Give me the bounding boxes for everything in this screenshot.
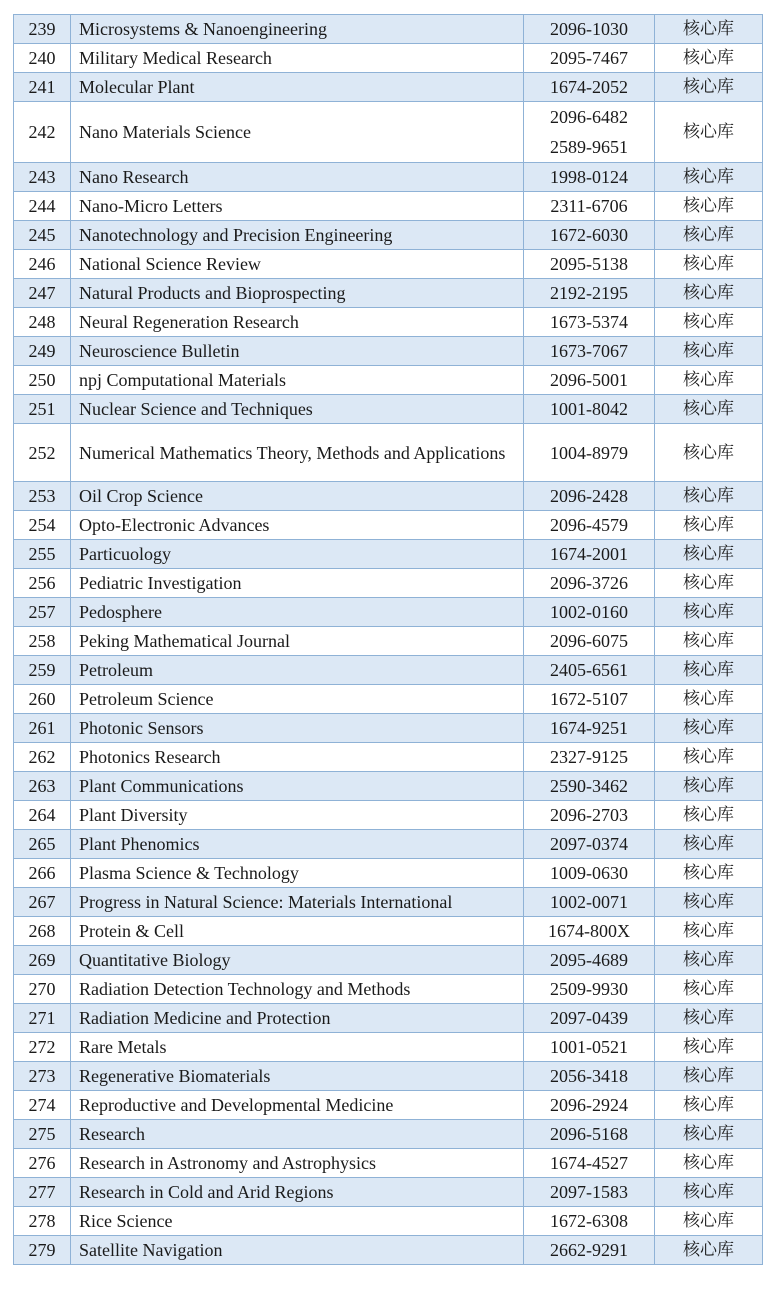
journal-title-cell: Numerical Mathematics Theory, Methods and Applications bbox=[71, 424, 524, 482]
database-cell: 核心库 bbox=[655, 598, 763, 627]
issn-cell bbox=[524, 1004, 655, 1033]
table-row bbox=[14, 859, 763, 888]
table-row bbox=[14, 656, 763, 685]
database-cell: 核心库 bbox=[655, 308, 763, 337]
database-cell: 核心库 bbox=[655, 44, 763, 73]
row-number-cell: 252 bbox=[14, 424, 71, 482]
issn-cell bbox=[524, 163, 655, 192]
row-number-cell: 255 bbox=[14, 540, 71, 569]
journal-title-cell: Plant Communications bbox=[71, 772, 524, 801]
row-number-cell: 246 bbox=[14, 250, 71, 279]
issn-value: 2096-3726 bbox=[550, 573, 628, 593]
table-row bbox=[14, 714, 763, 743]
issn-value: 2096-1030 bbox=[550, 19, 628, 39]
journal-title-cell: National Science Review bbox=[71, 250, 524, 279]
table-row bbox=[14, 1120, 763, 1149]
row-number-cell: 256 bbox=[14, 569, 71, 598]
issn-value: 1674-2052 bbox=[550, 77, 628, 97]
journal-title-cell: Plant Phenomics bbox=[71, 830, 524, 859]
issn-cell bbox=[524, 656, 655, 685]
journal-title-cell: Nano Research bbox=[71, 163, 524, 192]
issn-value: 2096-5001 bbox=[550, 370, 628, 390]
issn-value: 1001-8042 bbox=[550, 399, 628, 419]
issn-value: 2096-4579 bbox=[550, 515, 628, 535]
row-number-cell: 250 bbox=[14, 366, 71, 395]
table-row bbox=[14, 1033, 763, 1062]
journal-title-cell: Satellite Navigation bbox=[71, 1236, 524, 1265]
journal-title-cell: Research in Cold and Arid Regions bbox=[71, 1178, 524, 1207]
table-row bbox=[14, 627, 763, 656]
database-cell: 核心库 bbox=[655, 482, 763, 511]
table-row bbox=[14, 366, 763, 395]
database-cell: 核心库 bbox=[655, 1091, 763, 1120]
row-number-cell: 245 bbox=[14, 221, 71, 250]
journal-title-cell: Nano Materials Science bbox=[71, 102, 524, 163]
table-row bbox=[14, 44, 763, 73]
database-cell: 核心库 bbox=[655, 424, 763, 482]
journal-title-cell: Petroleum bbox=[71, 656, 524, 685]
row-number-cell: 243 bbox=[14, 163, 71, 192]
journal-title-cell: Quantitative Biology bbox=[71, 946, 524, 975]
database-cell: 核心库 bbox=[655, 1120, 763, 1149]
row-number-cell: 273 bbox=[14, 1062, 71, 1091]
database-cell: 核心库 bbox=[655, 801, 763, 830]
database-cell: 核心库 bbox=[655, 1033, 763, 1062]
database-cell: 核心库 bbox=[655, 102, 763, 163]
journal-title-cell: Research in Astronomy and Astrophysics bbox=[71, 1149, 524, 1178]
issn-value: 2589-9651 bbox=[550, 137, 628, 157]
row-number-cell: 239 bbox=[14, 15, 71, 44]
journal-title-cell: Nano-Micro Letters bbox=[71, 192, 524, 221]
row-number-cell: 272 bbox=[14, 1033, 71, 1062]
table-row bbox=[14, 888, 763, 917]
issn-value: 1002-0071 bbox=[550, 892, 628, 912]
issn-cell bbox=[524, 540, 655, 569]
table-row bbox=[14, 598, 763, 627]
table-row bbox=[14, 73, 763, 102]
table-row bbox=[14, 917, 763, 946]
database-cell: 核心库 bbox=[655, 888, 763, 917]
journal-title-cell: Peking Mathematical Journal bbox=[71, 627, 524, 656]
table-row bbox=[14, 830, 763, 859]
table-row bbox=[14, 1062, 763, 1091]
row-number-cell: 244 bbox=[14, 192, 71, 221]
row-number-cell: 249 bbox=[14, 337, 71, 366]
journal-title-cell: Pedosphere bbox=[71, 598, 524, 627]
table-row bbox=[14, 308, 763, 337]
issn-cell bbox=[524, 279, 655, 308]
table-row bbox=[14, 1091, 763, 1120]
row-number-cell: 260 bbox=[14, 685, 71, 714]
row-number-cell: 248 bbox=[14, 308, 71, 337]
database-cell: 核心库 bbox=[655, 946, 763, 975]
database-cell: 核心库 bbox=[655, 830, 763, 859]
issn-cell bbox=[524, 424, 655, 482]
table-row bbox=[14, 1149, 763, 1178]
issn-value: 2096-2924 bbox=[550, 1095, 628, 1115]
database-cell: 核心库 bbox=[655, 15, 763, 44]
issn-value: 2095-4689 bbox=[550, 950, 628, 970]
journal-table bbox=[13, 14, 763, 1265]
row-number-cell: 275 bbox=[14, 1120, 71, 1149]
database-cell: 核心库 bbox=[655, 656, 763, 685]
journal-title-cell: Nuclear Science and Techniques bbox=[71, 395, 524, 424]
row-number-cell: 277 bbox=[14, 1178, 71, 1207]
database-cell: 核心库 bbox=[655, 250, 763, 279]
database-cell: 核心库 bbox=[655, 163, 763, 192]
table-row bbox=[14, 801, 763, 830]
issn-cell bbox=[524, 888, 655, 917]
row-number-cell: 265 bbox=[14, 830, 71, 859]
issn-cell bbox=[524, 714, 655, 743]
issn-cell bbox=[524, 627, 655, 656]
table-row bbox=[14, 946, 763, 975]
database-cell: 核心库 bbox=[655, 685, 763, 714]
journal-title-cell: Opto-Electronic Advances bbox=[71, 511, 524, 540]
database-cell: 核心库 bbox=[655, 279, 763, 308]
journal-title-cell: Research bbox=[71, 1120, 524, 1149]
journal-title-cell: Protein & Cell bbox=[71, 917, 524, 946]
database-cell: 核心库 bbox=[655, 569, 763, 598]
database-cell: 核心库 bbox=[655, 73, 763, 102]
table-row bbox=[14, 221, 763, 250]
journal-title-cell: npj Computational Materials bbox=[71, 366, 524, 395]
row-number-cell: 261 bbox=[14, 714, 71, 743]
issn-cell bbox=[524, 1120, 655, 1149]
issn-cell bbox=[524, 917, 655, 946]
table-row bbox=[14, 424, 763, 482]
issn-value: 2096-6482 bbox=[550, 107, 628, 127]
row-number-cell: 264 bbox=[14, 801, 71, 830]
row-number-cell: 279 bbox=[14, 1236, 71, 1265]
database-cell: 核心库 bbox=[655, 192, 763, 221]
issn-cell bbox=[524, 1091, 655, 1120]
issn-value: 1004-8979 bbox=[550, 442, 628, 463]
issn-cell bbox=[524, 482, 655, 511]
row-number-cell: 242 bbox=[14, 102, 71, 163]
issn-value: 2097-0374 bbox=[550, 834, 628, 854]
table-row bbox=[14, 975, 763, 1004]
database-cell: 核心库 bbox=[655, 917, 763, 946]
table-row bbox=[14, 482, 763, 511]
table-row bbox=[14, 743, 763, 772]
journal-title-cell: Nanotechnology and Precision Engineering bbox=[71, 221, 524, 250]
issn-value: 2097-0439 bbox=[550, 1008, 628, 1028]
issn-value: 1672-6030 bbox=[550, 225, 628, 245]
issn-cell bbox=[524, 772, 655, 801]
issn-value: 2590-3462 bbox=[550, 776, 628, 796]
issn-value: 2405-6561 bbox=[550, 660, 628, 680]
database-cell: 核心库 bbox=[655, 975, 763, 1004]
row-number-cell: 266 bbox=[14, 859, 71, 888]
issn-cell bbox=[524, 743, 655, 772]
issn-value: 2192-2195 bbox=[550, 283, 628, 303]
journal-title-cell: Plant Diversity bbox=[71, 801, 524, 830]
issn-cell bbox=[524, 221, 655, 250]
row-number-cell: 269 bbox=[14, 946, 71, 975]
row-number-cell: 268 bbox=[14, 917, 71, 946]
database-cell: 核心库 bbox=[655, 221, 763, 250]
issn-value: 1009-0630 bbox=[550, 863, 628, 883]
journal-title-cell: Reproductive and Developmental Medicine bbox=[71, 1091, 524, 1120]
issn-cell bbox=[524, 308, 655, 337]
row-number-cell: 253 bbox=[14, 482, 71, 511]
journal-title-cell: Radiation Detection Technology and Methods bbox=[71, 975, 524, 1004]
table-row bbox=[14, 250, 763, 279]
row-number-cell: 247 bbox=[14, 279, 71, 308]
issn-cell bbox=[524, 685, 655, 714]
database-cell: 核心库 bbox=[655, 1178, 763, 1207]
issn-value: 2097-1583 bbox=[550, 1182, 628, 1202]
table-row bbox=[14, 192, 763, 221]
row-number-cell: 276 bbox=[14, 1149, 71, 1178]
journal-title-cell: Petroleum Science bbox=[71, 685, 524, 714]
journal-title-cell: Plasma Science & Technology bbox=[71, 859, 524, 888]
database-cell: 核心库 bbox=[655, 1149, 763, 1178]
issn-cell bbox=[524, 859, 655, 888]
table-row bbox=[14, 1004, 763, 1033]
issn-cell bbox=[524, 15, 655, 44]
database-cell: 核心库 bbox=[655, 511, 763, 540]
issn-value: 2662-9291 bbox=[550, 1240, 628, 1260]
issn-value: 2327-9125 bbox=[550, 747, 628, 767]
issn-value: 2056-3418 bbox=[550, 1066, 628, 1086]
issn-value: 1001-0521 bbox=[550, 1037, 628, 1057]
table-row bbox=[14, 1207, 763, 1236]
database-cell: 核心库 bbox=[655, 743, 763, 772]
row-number-cell: 254 bbox=[14, 511, 71, 540]
table-row bbox=[14, 279, 763, 308]
issn-value: 1674-800X bbox=[548, 921, 630, 941]
issn-value: 1673-5374 bbox=[550, 312, 628, 332]
issn-value: 2095-5138 bbox=[550, 254, 628, 274]
journal-title-cell: Photonics Research bbox=[71, 743, 524, 772]
issn-value: 1998-0124 bbox=[550, 167, 628, 187]
issn-value: 2311-6706 bbox=[550, 196, 628, 216]
journal-title-cell: Regenerative Biomaterials bbox=[71, 1062, 524, 1091]
table-row bbox=[14, 163, 763, 192]
row-number-cell: 258 bbox=[14, 627, 71, 656]
issn-cell bbox=[524, 1207, 655, 1236]
database-cell: 核心库 bbox=[655, 1207, 763, 1236]
issn-cell bbox=[524, 102, 655, 163]
table-row bbox=[14, 15, 763, 44]
issn-cell bbox=[524, 1033, 655, 1062]
row-number-cell: 267 bbox=[14, 888, 71, 917]
issn-value: 1002-0160 bbox=[550, 602, 628, 622]
table-row bbox=[14, 569, 763, 598]
issn-value: 1672-6308 bbox=[550, 1211, 628, 1231]
issn-cell bbox=[524, 1178, 655, 1207]
journal-title-cell: Particuology bbox=[71, 540, 524, 569]
row-number-cell: 274 bbox=[14, 1091, 71, 1120]
database-cell: 核心库 bbox=[655, 1004, 763, 1033]
table-row bbox=[14, 540, 763, 569]
issn-cell bbox=[524, 511, 655, 540]
table-row bbox=[14, 511, 763, 540]
journal-title-cell: Rice Science bbox=[71, 1207, 524, 1236]
issn-cell bbox=[524, 395, 655, 424]
table-row bbox=[14, 772, 763, 801]
issn-cell bbox=[524, 192, 655, 221]
issn-cell bbox=[524, 598, 655, 627]
database-cell: 核心库 bbox=[655, 540, 763, 569]
row-number-cell: 240 bbox=[14, 44, 71, 73]
issn-cell bbox=[524, 569, 655, 598]
issn-value: 2096-6075 bbox=[550, 631, 628, 651]
row-number-cell: 278 bbox=[14, 1207, 71, 1236]
row-number-cell: 257 bbox=[14, 598, 71, 627]
database-cell: 核心库 bbox=[655, 714, 763, 743]
issn-value: 1672-5107 bbox=[550, 689, 628, 709]
row-number-cell: 270 bbox=[14, 975, 71, 1004]
row-number-cell: 241 bbox=[14, 73, 71, 102]
journal-title-cell: Pediatric Investigation bbox=[71, 569, 524, 598]
issn-value: 2509-9930 bbox=[550, 979, 628, 999]
issn-cell bbox=[524, 250, 655, 279]
issn-cell bbox=[524, 1149, 655, 1178]
journal-title-cell: Rare Metals bbox=[71, 1033, 524, 1062]
journal-title-cell: Natural Products and Bioprospecting bbox=[71, 279, 524, 308]
database-cell: 核心库 bbox=[655, 1236, 763, 1265]
database-cell: 核心库 bbox=[655, 859, 763, 888]
row-number-cell: 271 bbox=[14, 1004, 71, 1033]
table-row bbox=[14, 395, 763, 424]
row-number-cell: 262 bbox=[14, 743, 71, 772]
journal-title-cell: Progress in Natural Science: Materials International bbox=[71, 888, 524, 917]
row-number-cell: 263 bbox=[14, 772, 71, 801]
issn-cell bbox=[524, 830, 655, 859]
row-number-cell: 259 bbox=[14, 656, 71, 685]
journal-title-cell: Neural Regeneration Research bbox=[71, 308, 524, 337]
issn-cell bbox=[524, 801, 655, 830]
issn-cell bbox=[524, 1236, 655, 1265]
journal-title-cell: Molecular Plant bbox=[71, 73, 524, 102]
issn-cell bbox=[524, 1062, 655, 1091]
database-cell: 核心库 bbox=[655, 1062, 763, 1091]
issn-value: 2096-2428 bbox=[550, 486, 628, 506]
issn-value: 1674-9251 bbox=[550, 718, 628, 738]
database-cell: 核心库 bbox=[655, 627, 763, 656]
database-cell: 核心库 bbox=[655, 772, 763, 801]
issn-cell bbox=[524, 44, 655, 73]
row-number-cell: 251 bbox=[14, 395, 71, 424]
table-row bbox=[14, 102, 763, 163]
issn-cell bbox=[524, 946, 655, 975]
journal-table-body bbox=[14, 15, 763, 1265]
table-row bbox=[14, 1236, 763, 1265]
journal-title-cell: Radiation Medicine and Protection bbox=[71, 1004, 524, 1033]
issn-value: 1674-2001 bbox=[550, 544, 628, 564]
journal-title-cell: Military Medical Research bbox=[71, 44, 524, 73]
journal-title-cell: Oil Crop Science bbox=[71, 482, 524, 511]
journal-title-cell: Microsystems & Nanoengineering bbox=[71, 15, 524, 44]
database-cell: 核心库 bbox=[655, 366, 763, 395]
table-row bbox=[14, 1178, 763, 1207]
issn-value: 1673-7067 bbox=[550, 341, 628, 361]
journal-title-cell: Photonic Sensors bbox=[71, 714, 524, 743]
table-row bbox=[14, 337, 763, 366]
journal-title-cell: Neuroscience Bulletin bbox=[71, 337, 524, 366]
table-row bbox=[14, 685, 763, 714]
issn-value: 2095-7467 bbox=[550, 48, 628, 68]
database-cell: 核心库 bbox=[655, 395, 763, 424]
issn-value: 1674-4527 bbox=[550, 1153, 628, 1173]
issn-cell bbox=[524, 975, 655, 1004]
issn-value: 2096-5168 bbox=[550, 1124, 628, 1144]
issn-value: 2096-2703 bbox=[550, 805, 628, 825]
issn-cell bbox=[524, 337, 655, 366]
issn-cell bbox=[524, 73, 655, 102]
database-cell: 核心库 bbox=[655, 337, 763, 366]
issn-cell bbox=[524, 366, 655, 395]
